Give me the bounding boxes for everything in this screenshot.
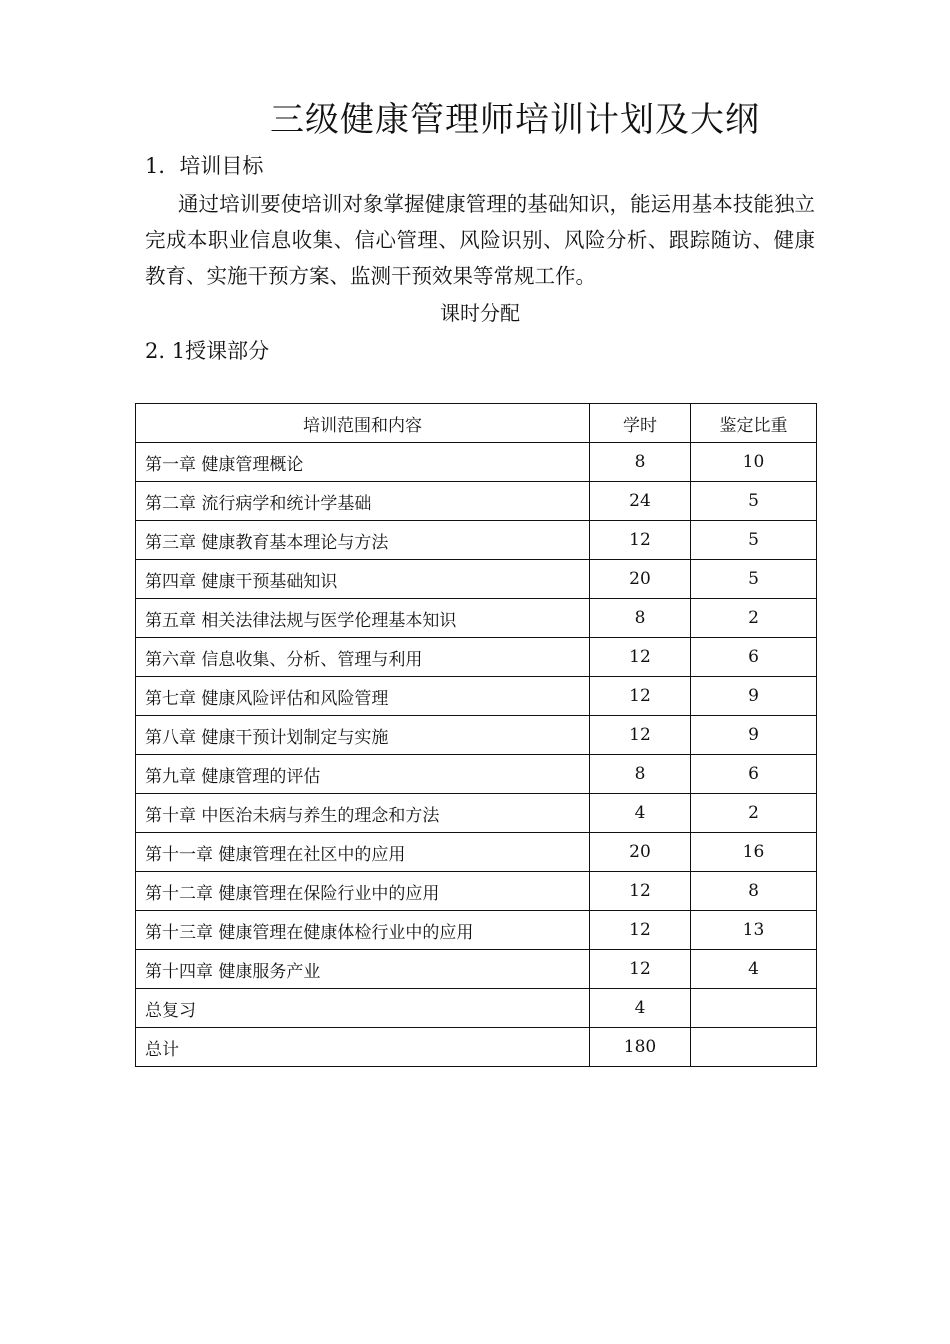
cell-weight: 5 <box>691 482 817 521</box>
table-body <box>136 443 817 1067</box>
cell-weight: 4 <box>691 950 817 989</box>
table-header-row <box>136 404 817 443</box>
curriculum-table <box>135 403 817 1067</box>
hours-allocation-caption: 课时分配 <box>440 301 520 325</box>
cell-weight: 6 <box>691 638 817 677</box>
cell-hours: 8 <box>590 755 691 794</box>
cell-weight: 8 <box>691 872 817 911</box>
table-row <box>136 599 817 638</box>
cell-weight: 16 <box>691 833 817 872</box>
cell-hours: 4 <box>590 989 691 1028</box>
cell-weight: 5 <box>691 560 817 599</box>
cell-weight: 6 <box>691 755 817 794</box>
section-heading-training-goals: 1．培训目标 <box>145 154 264 178</box>
cell-content: 第九章 健康管理的评估 <box>136 755 590 794</box>
table-row <box>136 794 817 833</box>
cell-hours: 20 <box>590 833 691 872</box>
cell-content: 第十章 中医治未病与养生的理念和方法 <box>136 794 590 833</box>
cell-hours: 12 <box>590 638 691 677</box>
cell-weight: 9 <box>691 677 817 716</box>
cell-hours: 8 <box>590 599 691 638</box>
table-row <box>136 989 817 1028</box>
table-row <box>136 1028 817 1067</box>
table-row <box>136 911 817 950</box>
document-title: 三级健康管理师培训计划及大纲 <box>270 100 760 140</box>
cell-content: 第一章 健康管理概论 <box>136 443 590 482</box>
cell-hours: 4 <box>590 794 691 833</box>
cell-hours: 24 <box>590 482 691 521</box>
cell-weight: 10 <box>691 443 817 482</box>
cell-weight: 2 <box>691 599 817 638</box>
training-goals-paragraph: 通过培训要使培训对象掌握健康管理的基础知识，能运用基本技能独立完成本职业信息收集、信心管理、风险识别、风险分析、跟踪随访、健康教育、实施干预方案、监测干预效果等常规工作。 <box>145 192 815 288</box>
table-row <box>136 950 817 989</box>
cell-content: 第十二章 健康管理在保险行业中的应用 <box>136 872 590 911</box>
cell-weight: 13 <box>691 911 817 950</box>
cell-weight <box>691 989 817 1028</box>
cell-content: 第五章 相关法律法规与医学伦理基本知识 <box>136 599 590 638</box>
table-row <box>136 755 817 794</box>
table-row <box>136 872 817 911</box>
table-row <box>136 482 817 521</box>
cell-content: 第六章 信息收集、分析、管理与利用 <box>136 638 590 677</box>
cell-content: 第三章 健康教育基本理论与方法 <box>136 521 590 560</box>
cell-hours: 12 <box>590 677 691 716</box>
column-header-content: 培训范围和内容 <box>136 404 590 443</box>
cell-hours: 8 <box>590 443 691 482</box>
table-row <box>136 638 817 677</box>
cell-hours: 12 <box>590 716 691 755</box>
cell-content: 第七章 健康风险评估和风险管理 <box>136 677 590 716</box>
table-row <box>136 716 817 755</box>
cell-content: 总计 <box>136 1028 590 1067</box>
table-row <box>136 443 817 482</box>
cell-content: 第八章 健康干预计划制定与实施 <box>136 716 590 755</box>
cell-content: 第二章 流行病学和统计学基础 <box>136 482 590 521</box>
cell-weight <box>691 1028 817 1067</box>
cell-content: 第十四章 健康服务产业 <box>136 950 590 989</box>
cell-content: 第四章 健康干预基础知识 <box>136 560 590 599</box>
cell-weight: 5 <box>691 521 817 560</box>
cell-hours: 180 <box>590 1028 691 1067</box>
cell-weight: 9 <box>691 716 817 755</box>
cell-hours: 20 <box>590 560 691 599</box>
cell-content: 第十一章 健康管理在社区中的应用 <box>136 833 590 872</box>
cell-hours: 12 <box>590 521 691 560</box>
cell-weight: 2 <box>691 794 817 833</box>
column-header-weight: 鉴定比重 <box>691 404 817 443</box>
table-row <box>136 560 817 599</box>
cell-hours: 12 <box>590 872 691 911</box>
cell-content: 第十三章 健康管理在健康体检行业中的应用 <box>136 911 590 950</box>
cell-content: 总复习 <box>136 989 590 1028</box>
column-header-hours: 学时 <box>590 404 691 443</box>
cell-hours: 12 <box>590 950 691 989</box>
table-row <box>136 677 817 716</box>
table-row <box>136 833 817 872</box>
section-heading-teaching-part: 2. 1授课部分 <box>145 339 270 363</box>
table-row <box>136 521 817 560</box>
cell-hours: 12 <box>590 911 691 950</box>
